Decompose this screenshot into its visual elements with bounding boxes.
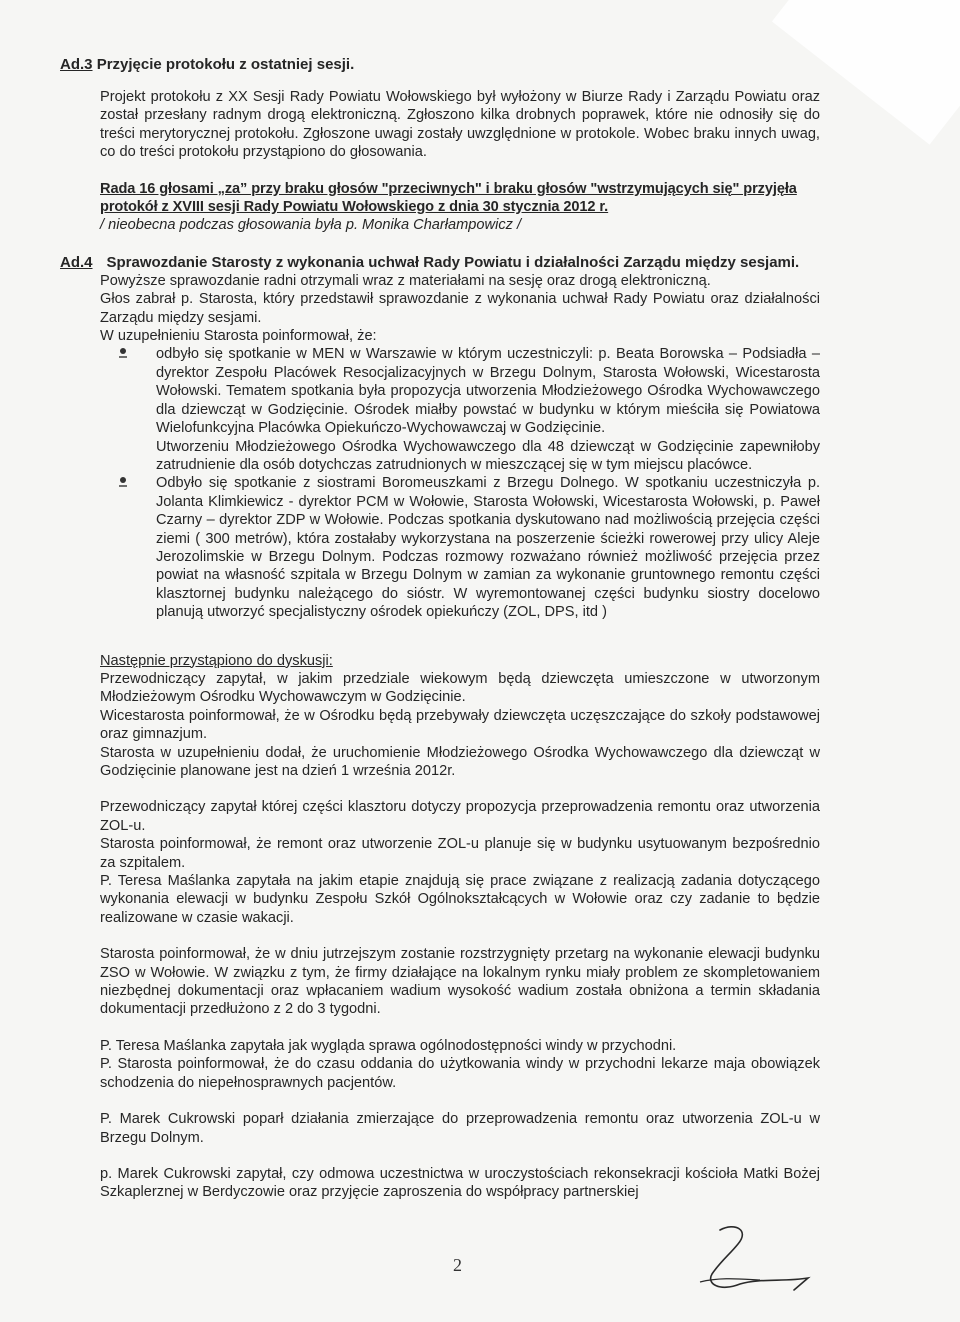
discussion-paragraph-5: Starosta poinformował, że remont oraz utworzenie ZOL-u planuje się w budynku usytuowanym bezpośrednio za szpitalem. <box>100 836 820 871</box>
section-3-number: Ad.3 <box>60 56 93 73</box>
section-4-paragraph-2: Głos zabrał p. Starosta, który przedstawił sprawozdanie z wykonania uchwał Rady Powiatu oraz działalności Zarządu między sesjami. <box>100 291 820 326</box>
section-4-paragraph-3: W uzupełnieniu Starosta poinformował, że: <box>100 328 377 345</box>
section-4-paragraph-1: Powyższe sprawozdanie radni otrzymali wraz z materiałami na sesję oraz drogą elektroniczną. <box>100 272 711 289</box>
document-body <box>60 55 820 1202</box>
section-4-title: Sprawozdanie Starosty z wykonania uchwał Rady Powiatu i działalności Zarządu między sesjami. <box>106 253 800 271</box>
discussion-paragraph-2: Wicestarosta poinformował, że w Ośrodku będą przebywały dziewczęta uczęszczające do szkoły podstawowej oraz gimnazjum. <box>100 707 820 743</box>
discussion-paragraph-3: Starosta w uzupełnieniu dodał, że uruchomienie Młodzieżowego Ośrodka Wychowawczego dla dziewcząt w Godzięcinie planowane jest na dzień 1 września 2012r. <box>100 744 820 779</box>
section-3-absence-note: / nieobecna podczas głosowania była p. Monika Charłampowicz / <box>100 217 522 234</box>
discussion-paragraph-11: p. Marek Cukrowski zapytał, czy odmowa uczestnictwa w uroczystościach rekonsekracji kościoła Matki Bożej Szkaplerznej w Berdyczowie oraz przyjęcie zaproszenia do współpracy partnerskiej <box>100 1165 820 1201</box>
discussion-paragraph-8: P. Teresa Maślanka zapytała jak wygląda sprawa ogólnodostępności windy w przychodni. <box>100 1037 677 1054</box>
discussion-paragraph-10: P. Marek Cukrowski poparł działania zmierzające do przeprowadzenia remontu oraz utworzenia ZOL-u w Brzegu Dolnym. <box>100 1111 820 1146</box>
section-3-paragraph: Projekt protokołu z XX Sesji Rady Powiatu Wołowskiego był wyłożony w Biurze Rady i Zarządu Powiatu oraz został przesłany radnym drogą elektroniczną. Zgłoszono kilka drobnych poprawek, które nie odnosiły się do treści merytorycznej protokołu. Zgłoszone uwagi zostały uwzględnione w protokole. Wobec braku innych uwag, co do treści protokołu przystąpiono do głosowania. <box>100 89 820 161</box>
bullet-dot-icon <box>118 345 156 474</box>
section-3-resolution: Rada 16 głosami „za” przy braku głosów "przeciwnych" i braku głosów "wstrzymujących się" przyjęła protokół z XVIII sesji Rady Powiatu Wołowskiego z dnia 30 stycznia 2012 r. <box>100 180 797 216</box>
list-item <box>118 474 820 621</box>
discussion-paragraph-4: Przewodniczący zapytał której części klasztoru dotyczy propozycja przeprowadzenia remontu oraz utworzenia ZOL-u. <box>100 799 820 834</box>
section-4-number: Ad.4 <box>60 253 93 271</box>
section-4-heading <box>60 253 820 272</box>
handwritten-signature <box>690 1222 820 1307</box>
section-3-title: Przyjęcie protokołu z ostatniej sesji. <box>96 56 355 73</box>
discussion-paragraph-1: Przewodniczący zapytał, w jakim przedziale wiekowym będą dziewczęta umieszczone w utworzonym Młodzieżowym Ośrodku Wychowawczym w Godzięcinie. <box>100 670 820 706</box>
bullet-2-text: Odbyło się spotkanie z siostrami Boromeuszkami z Brzegu Dolnego. W spotkaniu uczestniczyła p. Jolanta Klimkiewicz - dyrektor PCM w Wołowie, Starosta Wołowski, Wicestarosta Wołowski, p. Paweł Czarny – dyrektor ZDP w Wołowie. Podczas spotkania dyskutowano nad możliwością przejęcia części ziemi ( 300 metrów), która zostałaby wykorzystana na poszerzenie ścieżki rowerowej przy ulicy Aleje Jerozolimskie w Brzegu Dolnym. Podczas rozmowy rozważano również możliwość przejęcia przez powiat na własność szpitala w Brzegu Dolnym w zamian za wykonanie gruntownego remontu części klasztornej budynku należącego do sióstr. W wyremontowanej części budynku siostry docelowo planują utworzyć specjalistyczny ośrodek opiekuńczy (ZOL, DPS, itd ) <box>156 475 820 621</box>
discussion-paragraph-9: P. Starosta poinformował, że do czasu oddania do użytkowania windy w przychodni lekarze maja obowiązek schodzenia do niepełnosprawnych pacjentów. <box>100 1056 820 1091</box>
section-3-heading <box>60 55 820 74</box>
bullet-dot-icon <box>118 474 156 621</box>
discussion-paragraph-6: P. Teresa Maślanka zapytała na jakim etapie znajdują się prace związane z realizacją zadania dotyczącego wykonania elewacji w budynku Zespołu Szkół Ogólnokształcących w Wołowie oraz czy zadanie to będzie realizowane w czasie wakacji. <box>100 873 820 926</box>
discussion-paragraph-7: Starosta poinformował, że w dniu jutrzejszym zostanie rozstrzygnięty przetarg na wykonanie elewacji budynku ZSO w Wołowie. W związku z tym, że firmy działające na lokalnym rynku miały problem ze skompletowaniem niezbędnej dokumentacji oraz wpłacaniem wadium wysokość wadium została obniżona a termin składania dokumentacji przedłużono z 2 do 3 tygodni. <box>100 946 820 1018</box>
discussion-heading: Następnie przystąpiono do dyskusji: <box>100 652 333 669</box>
list-item <box>118 345 820 474</box>
bullet-1-continuation: Utworzeniu Młodzieżowego Ośrodka Wychowawczego dla 48 dziewcząt w Godzięcinie zapewniłoby zatrudnienie dla osób dotychczas zatrudnionych w mieszczącej się w tym miejscu placówce. <box>156 438 820 473</box>
bullet-1-text: odbyło się spotkanie w MEN w Warszawie w którym uczestniczyli: p. Beata Borowska – Podsiadła – dyrektor Zespołu Placówek Resocjalizacyjnych w Brzegu Dolnym, Starosta Wołowski, Wicestarosta Wołowski. Tematem spotkania była propozycja utworzenia Młodzieżowego Ośrodka Wychowawczego dla dziewcząt w Godzięcinie. Ośrodek miałby powstać w budynku w którym mieściła się Powiatowa Wielofunkcyjna Placówka Opiekuńczo-Wychowawczaj w Godzięcinie. <box>156 346 820 437</box>
page-number: 2 <box>453 1255 462 1275</box>
